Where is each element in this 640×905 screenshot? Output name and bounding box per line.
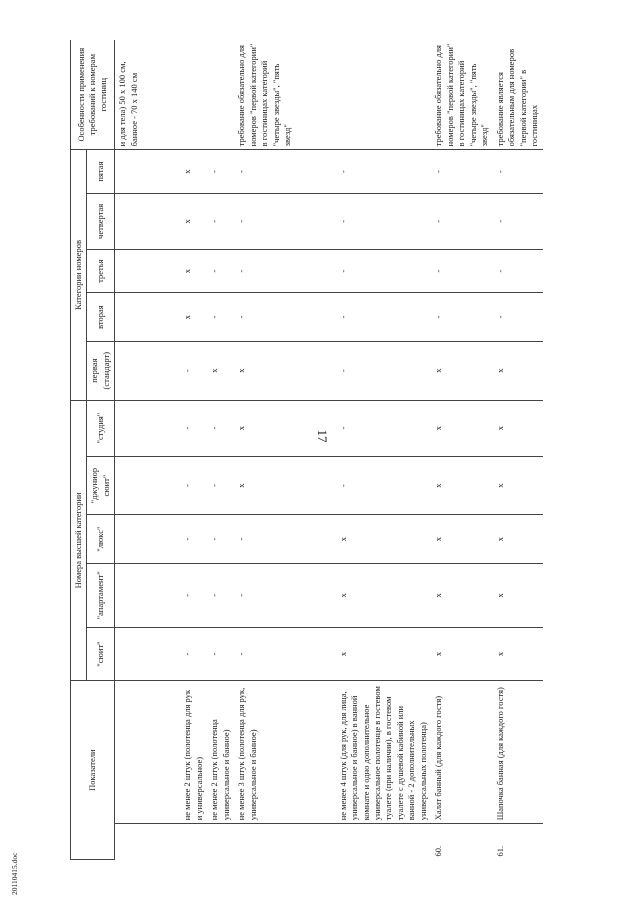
row-number <box>142 824 207 860</box>
header-apartment: "апартамент" <box>87 563 115 627</box>
row-mark: - <box>142 456 207 515</box>
row-mark: х <box>142 193 207 249</box>
row-mark: х <box>234 341 295 400</box>
row-number: 60. <box>433 845 444 857</box>
row-label: не менее 4 штук (для рук, для лица, универсальное и банное) в ванной комнате и одно дополнительное универсальное полотенце в гостевом туалете (при наличии), в гостевом туалете с душевой кабиной или ванной - 2 дополнительных универсальных полотенца) <box>296 681 432 824</box>
row-mark: - <box>296 400 432 456</box>
header-second: вторая <box>87 293 115 341</box>
row-mark <box>115 515 142 563</box>
header-features: Особенности применения требований к номерам гостиниц <box>71 40 115 150</box>
row-mark: - <box>142 515 207 563</box>
row-label: Халат банный (для каждого гостя) <box>431 681 492 824</box>
header-third: третья <box>87 249 115 292</box>
row-label: Шапочка банная (для каждого гостя) <box>493 681 543 824</box>
row-label: не менее 2 штук (полотенца для рук и универсальное) <box>142 681 207 824</box>
row-mark: - <box>207 293 234 341</box>
row-mark: - <box>431 193 492 249</box>
row-mark: х <box>142 293 207 341</box>
rotated-table-container <box>70 40 640 860</box>
table-row <box>115 40 142 860</box>
row-mark: х <box>493 456 543 515</box>
header-room-group: Категории номеров <box>71 150 87 400</box>
row-mark: х <box>296 627 432 681</box>
row-mark: - <box>296 249 432 292</box>
row-mark: - <box>142 563 207 627</box>
row-mark: х <box>431 400 492 456</box>
row-number <box>296 824 432 860</box>
row-mark: - <box>234 249 295 292</box>
row-mark: - <box>234 627 295 681</box>
row-number: 61. <box>494 845 505 857</box>
row-mark <box>115 150 142 193</box>
header-studio: "студия" <box>87 400 115 456</box>
row-label: не менее 3 штук (полотенца для рук, универсальное и банное) <box>234 681 295 824</box>
header-higher-group: Номера высшей категории <box>71 400 87 681</box>
row-mark: - <box>207 150 234 193</box>
row-mark: х <box>296 515 432 563</box>
row-mark: - <box>296 293 432 341</box>
row-mark: х <box>493 341 543 400</box>
row-mark: - <box>234 193 295 249</box>
row-mark: - <box>493 293 543 341</box>
row-mark: - <box>207 193 234 249</box>
row-note <box>296 40 432 150</box>
table-row <box>493 40 543 860</box>
row-mark: - <box>296 193 432 249</box>
row-note: требование обязательно для номеров "первой категории" в гостиницах категорий "четыре звезды", "пять звезд" <box>234 40 295 150</box>
row-mark: х <box>296 563 432 627</box>
row-mark: - <box>493 249 543 292</box>
row-mark: - <box>142 627 207 681</box>
row-number <box>234 824 295 860</box>
header-suite: "сюит" <box>87 627 115 681</box>
row-mark: - <box>207 456 234 515</box>
header-lux: "люкс" <box>87 515 115 563</box>
row-mark <box>115 193 142 249</box>
row-mark: - <box>296 341 432 400</box>
row-note: требование является обязательным для номеров "первой категории" в гостиницах <box>493 40 543 150</box>
table-row <box>431 40 492 860</box>
row-mark: х <box>234 400 295 456</box>
header-fifth: пятая <box>87 150 115 193</box>
row-mark: - <box>234 150 295 193</box>
row-label <box>115 681 142 824</box>
row-mark: - <box>207 515 234 563</box>
row-mark: х <box>493 515 543 563</box>
row-label: не менее 2 штук (полотенца универсальное и банное) <box>207 681 234 824</box>
row-mark: - <box>142 400 207 456</box>
table-row <box>234 40 295 860</box>
footer-filename: 20110415.doc <box>10 852 19 895</box>
header-fourth: четвертая <box>87 193 115 249</box>
row-mark: - <box>296 150 432 193</box>
row-mark <box>115 400 142 456</box>
requirements-table <box>70 40 543 860</box>
header-junior-suite: "джуниор сюит" <box>87 456 115 515</box>
header-first: первая (стандарт) <box>87 341 115 400</box>
row-note: требование обязательно для номеров "первой категории" в гостиницах категорий "четыре звезды", "пять звезд" <box>431 40 492 150</box>
row-note: и для тела) 50 х 100 см, банное - 70 х 140 см <box>115 40 142 150</box>
row-mark <box>115 456 142 515</box>
row-mark: - <box>142 341 207 400</box>
row-note <box>142 40 207 150</box>
table-row <box>207 40 234 860</box>
row-mark: - <box>207 400 234 456</box>
row-mark: - <box>431 150 492 193</box>
row-mark: - <box>493 150 543 193</box>
row-mark <box>115 249 142 292</box>
row-mark: х <box>142 150 207 193</box>
row-mark: х <box>431 456 492 515</box>
row-note <box>207 40 234 150</box>
row-mark: - <box>431 293 492 341</box>
table-row <box>296 40 432 860</box>
row-mark: х <box>493 627 543 681</box>
row-mark: х <box>234 456 295 515</box>
row-mark: - <box>207 627 234 681</box>
row-mark: - <box>207 249 234 292</box>
row-mark: - <box>296 456 432 515</box>
row-mark: - <box>431 249 492 292</box>
row-mark: - <box>207 563 234 627</box>
row-mark: - <box>234 515 295 563</box>
row-mark: - <box>234 563 295 627</box>
row-mark <box>115 341 142 400</box>
row-mark: - <box>493 193 543 249</box>
table-body <box>115 40 543 860</box>
page-number: 17 <box>315 429 330 443</box>
row-mark <box>115 563 142 627</box>
row-mark <box>115 293 142 341</box>
row-mark: х <box>493 400 543 456</box>
header-indicators: Показатели <box>71 681 115 860</box>
table-row <box>142 40 207 860</box>
row-number <box>115 824 142 860</box>
row-mark: х <box>142 249 207 292</box>
row-mark: х <box>493 563 543 627</box>
row-mark: х <box>431 563 492 627</box>
row-mark: - <box>234 293 295 341</box>
row-mark <box>115 627 142 681</box>
row-mark: х <box>431 627 492 681</box>
row-mark: х <box>207 341 234 400</box>
row-mark: х <box>431 341 492 400</box>
row-number <box>207 824 234 860</box>
row-mark: х <box>431 515 492 563</box>
